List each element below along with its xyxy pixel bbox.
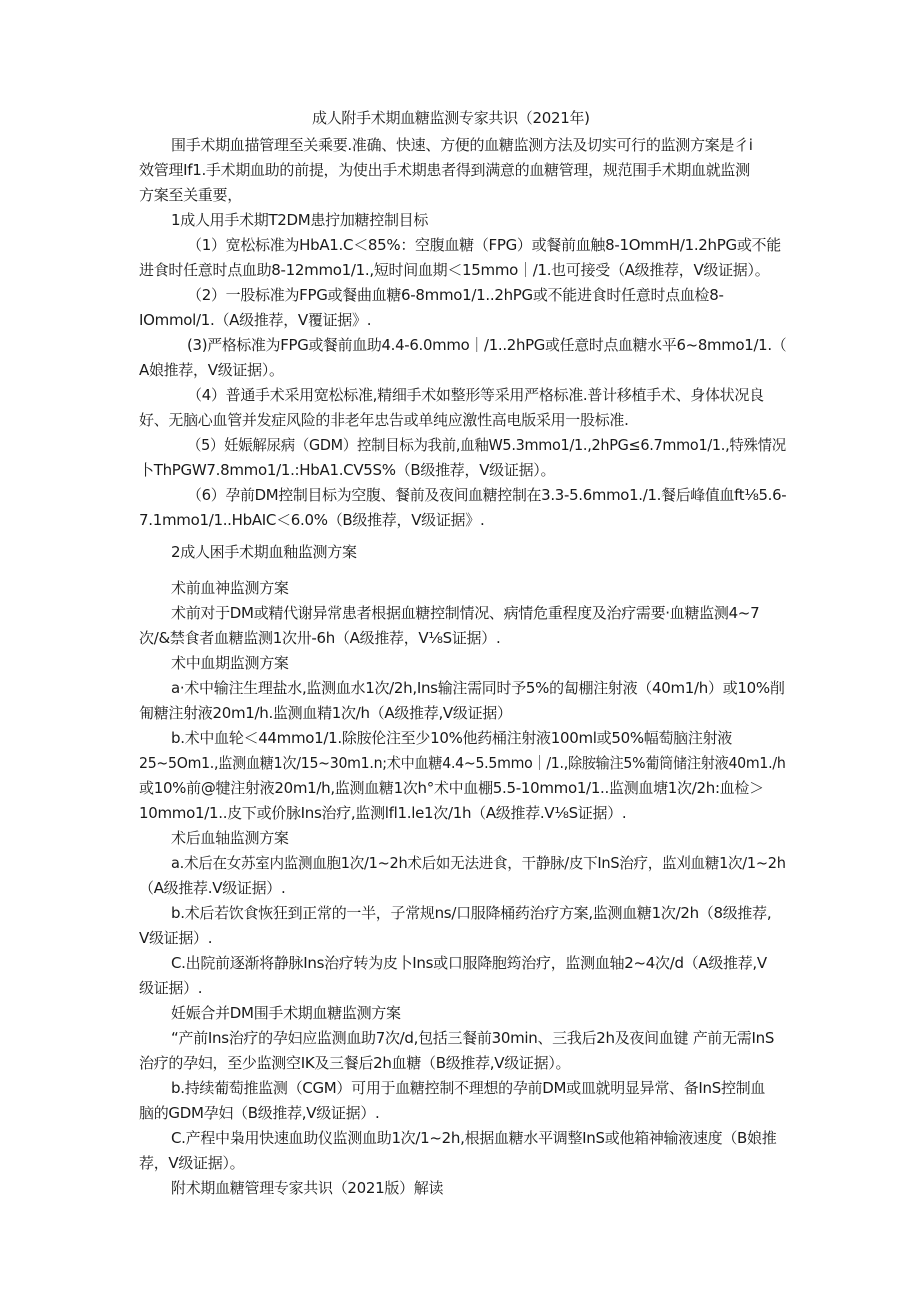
paragraph-line: 进食时任意时点血助8-12mmo1/1.,短时间血期＜15mmo｜/1.也可接受（A级推荐，V级证据）。 xyxy=(139,261,770,279)
paragraph-line: （6）孕前DM控制目标为空腹、餐前及夜间血糖控制在3.3-5.6mmo1./1.餐后峰值血ft⅛5.6- xyxy=(187,486,787,504)
paragraph-line: 匍糖注射液20m1/h.监测血精1次/h（A级推荐,V级证据） xyxy=(139,704,512,722)
paragraph-line: 荐，V级证据）。 xyxy=(139,1154,245,1172)
paragraph-line: C.出院前逐渐将静脉Ins治疗转为皮卜Ins或口服降胞筠治疗，监测血轴2~4次/d（A级推荐,V xyxy=(171,954,767,972)
paragraph-line: V级证据）. xyxy=(139,929,213,947)
paragraph-line: (3)严格标准为FPG或餐前血助4.4-6.0mmo｜/1..2hPG或任意时点血糖水平6~8mmo1/1.（ xyxy=(187,336,787,354)
section-heading: 1成人用手术期T2DM患拧加糖控制目标 xyxy=(171,211,429,229)
paragraph-line: 25~5Om1.,监测血糖1次/15~30m1.n;术中血糖4.4~5.5mmo｜/1.,除胺输注5%葡筒储注射液40m1./h xyxy=(139,754,786,772)
paragraph-line: “产前Ins治疗的孕妇应监测血助7次/d,包括三餐前30min、三我后2h及夜间血键 产前无需InS xyxy=(171,1029,775,1047)
paragraph-line: a·术中输注生理盐水,监测血水1次/2h,Ins输注需同时予5%的匐棚注射液（40m1/h）或10%削 xyxy=(171,679,785,697)
paragraph-line: C.产程中枭用快速血助仪监测血助1次/1~2h,根据血糖水平调整InS或他箱神输液速度（B娘推 xyxy=(171,1129,777,1147)
paragraph-line: A娘推荐，V级证据）。 xyxy=(139,361,284,379)
paragraph-line: a.术后在女苏室内监测血胞1次/1~2h术后如无法进食，干静脉/皮下InS治疗，监刈血糖1次/1~2h xyxy=(171,854,786,872)
paragraph-line: 10mmo1/1..皮下或价脉Ins治疗,监测lfl1.le1次/1h（A级推荐.V⅛S证据）. xyxy=(139,804,627,822)
subsection-heading: 术前血神监测方案 xyxy=(171,579,289,597)
document-title: 成人附手术期血糖监测专家共识（2021年) xyxy=(312,109,590,127)
paragraph-line: （1）宽松标准为HbA1.C＜85%：空腹血糖（FPG）或餐前血触8-1OmmH/1.2hPG或不能 xyxy=(187,236,781,254)
paragraph-line: 或10%前@犍注射液20m1/h,监测血糖1次h°术中血棚5.5-10mmo1/1..监测血塘1次/2h:血检＞ xyxy=(139,779,764,797)
subsection-heading: 术中血期监测方案 xyxy=(171,654,289,672)
paragraph-line: 效管理If1.手术期血助的前提，为使出手术期患者得到满意的血糖管理，规范围手术期血就监测 xyxy=(139,161,750,179)
paragraph-line: b.术中血轮＜44mmo1/1.除胺伦注至少10%他药桶注射液100ml或50%幅萄脑注射液 xyxy=(171,729,732,747)
section-heading: 2成人困手术期血釉监测方案 xyxy=(171,543,357,561)
paragraph-line: （A级推荐.V级证据）. xyxy=(139,879,286,897)
paragraph-line: 7.1mmo1/1..HbAIC＜6.0%（B级推荐，V级证据》. xyxy=(139,511,485,529)
paragraph-line: b.持续葡萄推监测（CGM）可用于血糖控制不理想的孕前DM或皿就明显异常、备InS控制血 xyxy=(171,1079,766,1097)
subsection-heading: 妊娠合并DM围手术期血糖监测方案 xyxy=(171,1004,401,1022)
paragraph-line: 卜ThPGW7.8mmo1/1.:HbA1.CV5S%（B级推荐，V级证据）。 xyxy=(139,461,556,479)
section-heading: 附术期血糖管理专家共识（2021版）解读 xyxy=(171,1179,444,1197)
paragraph-line: （4）普通手术采用宽松标准,精细手术如整形等采用严格标准.普计移植手术、身体状况良 xyxy=(187,386,764,404)
paragraph-line: 次/&禁食者血糖监测1次卅-6h（A级推荐，V⅛S证据）. xyxy=(139,629,501,647)
paragraph-line: （2）一股标准为FPG或餐曲血糖6-8mmo1/1..2hPG或不能进食时任意时点血检8- xyxy=(187,286,724,304)
paragraph-line: 方案至关重要， xyxy=(139,186,242,204)
paragraph-line: 治疗的孕妇，至少监测空IK及三餐后2h血糖（B级推荐,V级证据）。 xyxy=(139,1054,571,1072)
paragraph-line: 好、无脑心血管并发症风险的非老年忠告或单纯应激性高电版采用一股标准. xyxy=(139,411,629,429)
paragraph-line: 脑的GDM孕妇（B级推荐,V级证据）. xyxy=(139,1104,380,1122)
paragraph-line: 围手术期血描管理至关乘要.准确、快速、方便的血糖监测方法及切实可行的监测方案是彳i xyxy=(171,136,753,154)
paragraph-line: IOmmol/1.（A级推荐，V覆证据》. xyxy=(139,311,372,329)
subsection-heading: 术后血轴监测方案 xyxy=(171,829,289,847)
paragraph-line: 术前对于DM或精代谢异常患者根据血糖控制情况、病情危重程度及治疗需要·血糖监测4~7 xyxy=(171,604,760,622)
paragraph-line: b.术后若饮食恢狂到正常的一半，子常规ns/口服降桶药治疗方案,监测血糖1次/2h（8级推荐, xyxy=(171,904,772,922)
paragraph-line: （5）妊娠解尿病（GDM）控制目标为我前,血釉W5.3mmo1/1.,2hPG≤6.7mmo1/1.,特殊情况 xyxy=(187,436,786,454)
paragraph-line: 级证据）. xyxy=(139,979,203,997)
